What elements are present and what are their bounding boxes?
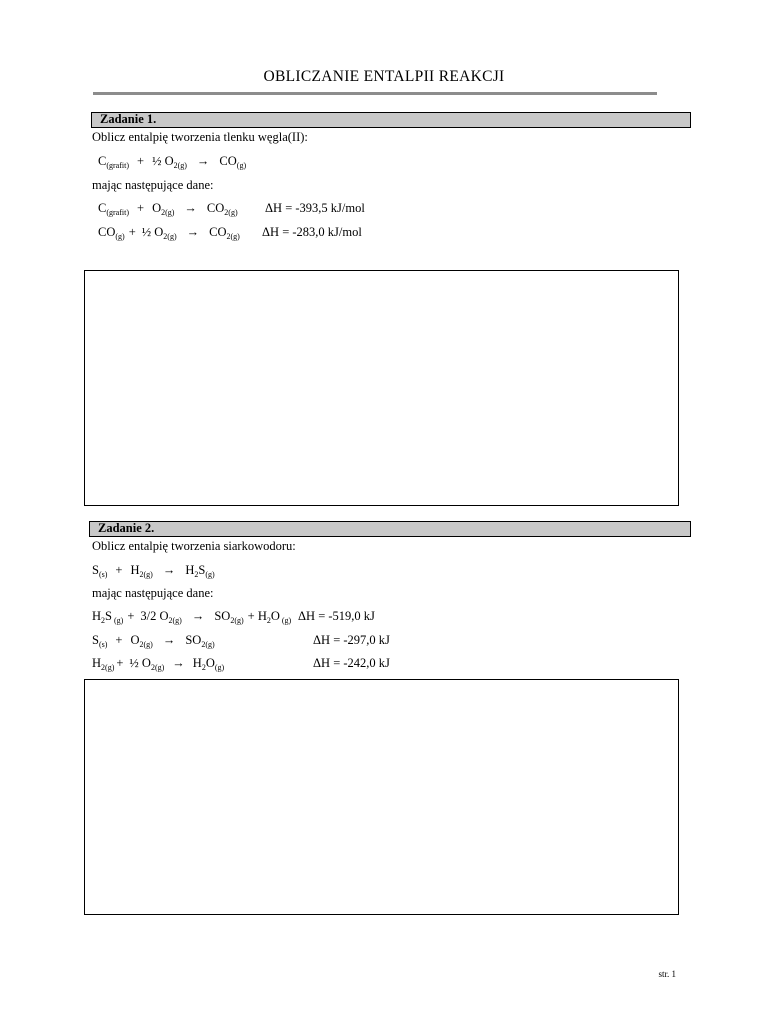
task2-header: Zadanie 2. — [89, 521, 691, 537]
task1-header: Zadanie 1. — [91, 112, 691, 128]
task2-given-equation-3: $H_{2(g)}$ + ½ $O_{2(g)} \to H_2O_{(g)}$ — [92, 656, 225, 672]
page-number: str. 1 — [658, 969, 676, 979]
task1-given-equation-1: $C_{(grafit)} + O_{2(g)} \to CO_{2(g)}$ — [98, 201, 238, 217]
task2-given-dh-1: ΔH = -519,0 kJ — [298, 609, 375, 623]
task2-given-dh-3: ΔH = -242,0 kJ — [313, 656, 390, 670]
task2-answer-box[interactable] — [84, 679, 679, 915]
task2-given-equation-1: $H_2S$ $_{(g)}$ + 3/2 $O_{2(g)} \to SO_{2(g)} + H_2O$ $_{(g)}$ — [92, 609, 292, 625]
task1-given-dh-2: ΔH = -283,0 kJ/mol — [262, 225, 362, 239]
task2-given-equation-2: $S_{(s)} + O_{2(g)} \to SO_{2(g)}$ — [92, 633, 215, 649]
task1-instruction: Oblicz entalpię tworzenia tlenku węgla(II): — [92, 130, 308, 144]
page-title: OBLICZANIE ENTALPII REAKCJI — [263, 68, 505, 85]
task2-target-equation: $S_{(s)} + H_{2(g)} \to H_2S_{(g)}$ — [92, 563, 215, 579]
task2-instruction: Oblicz entalpię tworzenia siarkowodoru: — [92, 539, 296, 553]
task2-given-label: mając następujące dane: — [92, 586, 214, 600]
task2-given-dh-2: ΔH = -297,0 kJ — [313, 633, 390, 647]
task1-given-equation-2: $CO_{(g)}$ + ½ $O_{2(g)} \to CO_{2(g)}$ — [98, 225, 240, 241]
task1-given-label: mając następujące dane: — [92, 178, 214, 192]
task1-target-equation: $C_{(grafit)}$ + ½ $O_{2(g)} \to CO_{(g)}$ — [98, 154, 247, 170]
task1-answer-box[interactable] — [84, 270, 679, 506]
task1-given-dh-1: ΔH = -393,5 kJ/mol — [265, 201, 365, 215]
title-underline — [93, 92, 657, 95]
